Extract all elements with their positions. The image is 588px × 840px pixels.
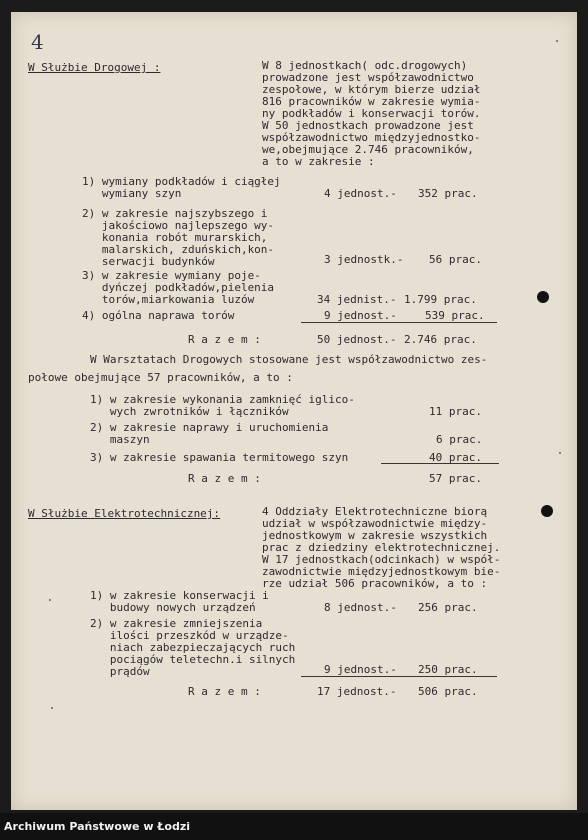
- units-value: 34 jednist.-: [317, 293, 397, 306]
- workers-value: 352 prac.: [418, 187, 478, 200]
- speck: [556, 40, 558, 42]
- punch-hole: [541, 505, 553, 517]
- units-value: 8 jednost.-: [324, 601, 397, 614]
- units-value: 9 jednost.-: [324, 663, 397, 676]
- speck: [51, 707, 53, 709]
- page-number: 4: [31, 30, 44, 54]
- units-value: 3 jednostk.-: [324, 253, 404, 266]
- workers-value: 11 prac.: [429, 405, 482, 418]
- speck: [49, 599, 51, 601]
- workers-value: 1.799 prac.: [404, 293, 477, 306]
- workers-value: 250 prac.: [418, 663, 478, 676]
- archive-footer: [0, 813, 588, 840]
- section-heading-electrical: W Służbie Elektrotechnicznej:: [28, 507, 221, 520]
- workers-value: 256 prac.: [418, 601, 478, 614]
- sum-rule: [381, 463, 499, 464]
- workers-value: 56 prac.: [429, 253, 482, 266]
- document-page: 4 W Służbie Drogowej : W 8 jednostkach( odc.drogowych) prowadzone jest współzawodnictwo zespołowe, w którym bierze udział 816 pracowników w zakresie wymia- ny podkładów i konserwacji torów. W 50 jednostkach prowadzone jest współzawodnictwo międzyjednostko- we,obejmujące 2.746 pracowników, a to w zakresie : 1) wymiany podkładów i ciągłej wymiany szyn 4 jednost.- 352 prac. 2) w zakresie najszybszego i jakościowo najlepszego wy- konania robót murarskich, malarskich, zduńskich,kon- serwacji budynków 3 jednostk.- 56 prac. 3) w zakresie wymiany poje- dyńczej podkładów,pielenia torów,miarkowania luzów 34 jednist.- 1.799 prac. 4) ogólna naprawa torów 9 jednost.- 539 prac. R a z e m : 50 jednost.- 2.746 prac. W Warsztatach Drogowych stosowane jest współzawodnictwo zes- połowe obejmujące 57 pracowników, a to : 1) w zakresie wykonania zamknięć iglico- wych zwrotników i łączników 11 prac. 2) w zakresie naprawy i uruchomienia maszyn 6 prac. 3) w zakresie spawania termitowego szyn 40 prac. R a z e m : 57 prac. W Służbie Elektrotechnicznej: 4 Oddziały Elektrotechniczne biorą udział w współzawodnictwie między- jednostkowym w zakresie wszystkich prac z dziedziny elektrotechnicznej. W 17 jednostkach(odcinkach) w współ- zawodnictwie międzyjednostkowym bie- rze udział 506 pracowników, a to : 1) w zakresie konserwacji i budowy nowych urządzeń 8 jednost.- 256 prac. 2) w zakresie zmniejszenia ilości przeszkód w urządze- niach zabezpieczających ruch pociągów teletechn.i silnych prądów 9 jednost.- 250 prac. R a z e m : 17 jednost.- 506 prac.: [11, 12, 577, 810]
- punch-hole: [537, 291, 549, 303]
- units-value: 4 jednost.-: [324, 187, 397, 200]
- workers-value: 6 prac.: [436, 433, 483, 446]
- workers-value: 539 prac.: [425, 309, 485, 322]
- sum-rule: [301, 676, 497, 677]
- units-value: 9 jednost.-: [324, 309, 397, 322]
- workers-value: 40 prac.: [429, 451, 482, 464]
- speck: [559, 452, 561, 454]
- archive-name: Archiwum Państwowe w Łodzi: [4, 820, 191, 833]
- sum-rule: [301, 322, 497, 323]
- section-heading-roads: W Służbie Drogowej :: [28, 61, 161, 74]
